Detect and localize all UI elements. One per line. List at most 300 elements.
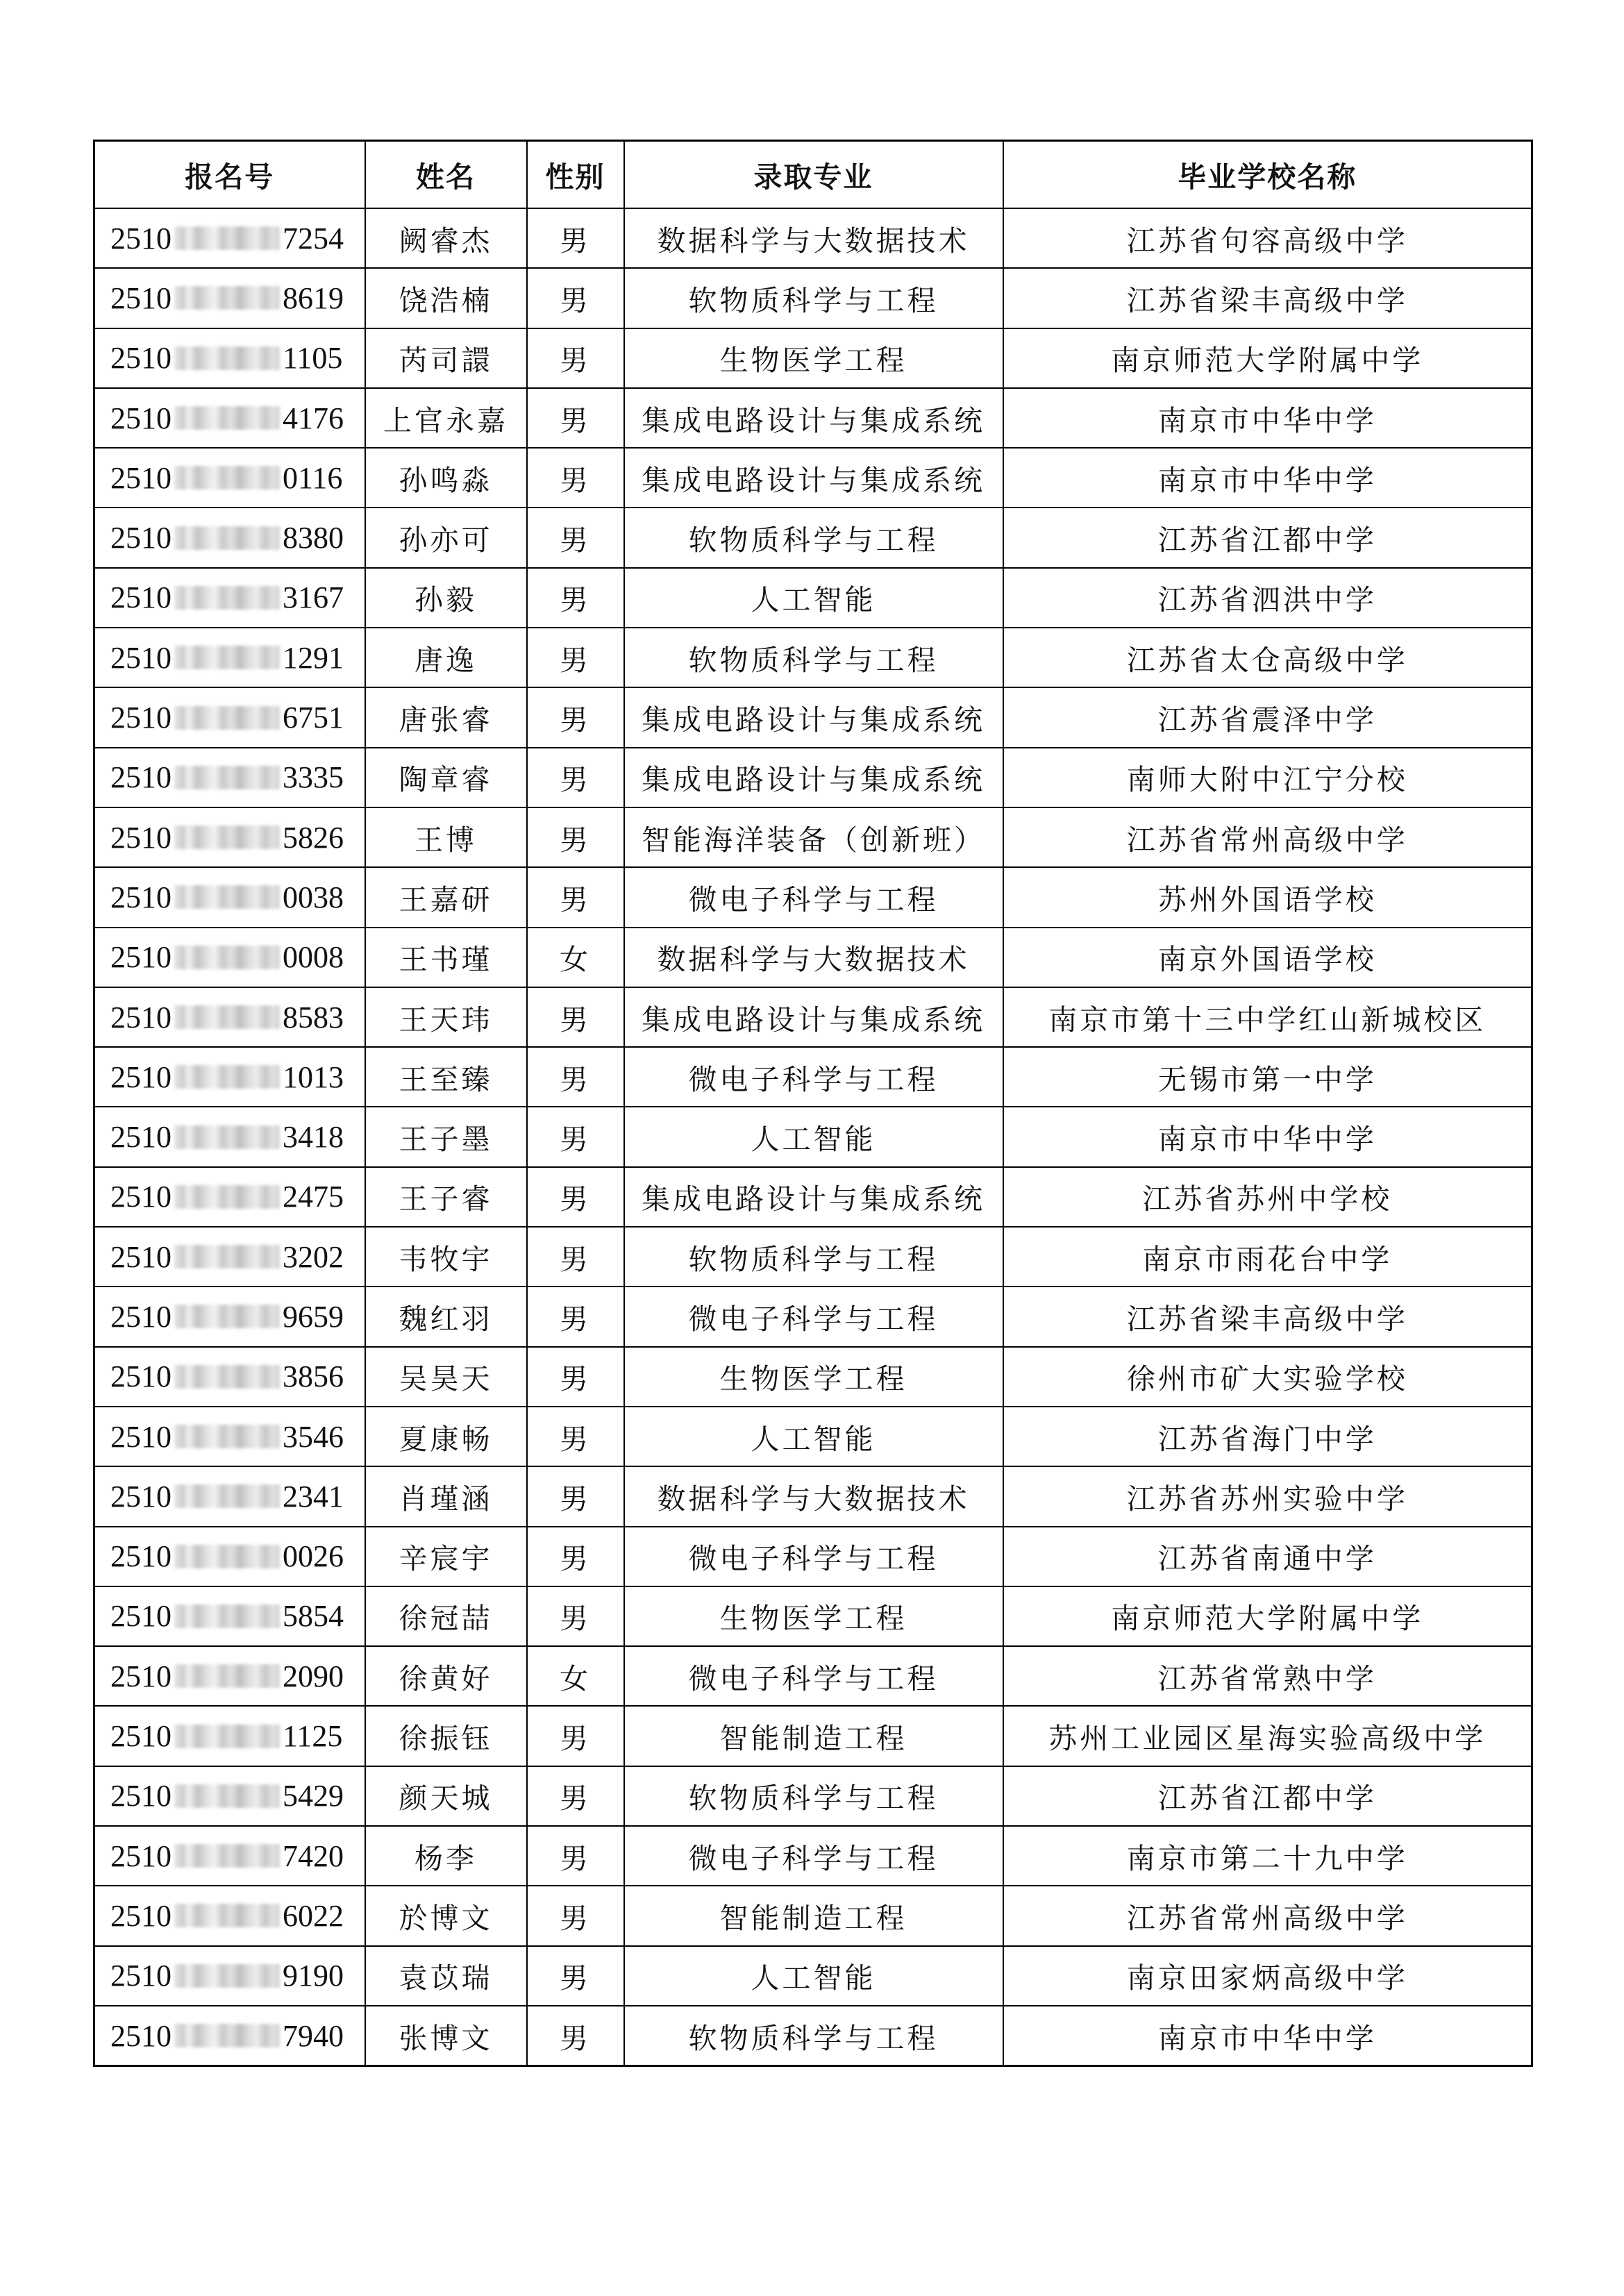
major-cell: 数据科学与大数据技术 bbox=[624, 1466, 1003, 1526]
major-cell: 软物质科学与工程 bbox=[624, 268, 1003, 328]
student-name-cell: 孙鸣淼 bbox=[365, 448, 527, 508]
gender-cell: 男 bbox=[527, 448, 624, 508]
student-name-cell: 唐逸 bbox=[365, 628, 527, 687]
registration-number bbox=[110, 700, 344, 735]
student-name-cell: 陶章睿 bbox=[365, 748, 527, 807]
table-row bbox=[94, 1167, 1532, 1227]
student-name-cell: 徐冠喆 bbox=[365, 1586, 527, 1646]
table-row bbox=[94, 268, 1532, 328]
student-name-cell: 王嘉研 bbox=[365, 867, 527, 927]
major-cell: 微电子科学与工程 bbox=[624, 867, 1003, 927]
table-row bbox=[94, 687, 1532, 747]
registration-number-suffix: 3856 bbox=[283, 1359, 344, 1394]
school-cell: 江苏省苏州实验中学 bbox=[1003, 1466, 1532, 1526]
registration-number bbox=[110, 1598, 344, 1634]
gender-cell: 男 bbox=[527, 1107, 624, 1166]
header-row bbox=[94, 141, 1532, 209]
registration-number-suffix: 1125 bbox=[283, 1719, 343, 1754]
registration-number bbox=[110, 460, 342, 496]
registration-number-cell bbox=[94, 2006, 365, 2066]
gender-cell: 男 bbox=[527, 628, 624, 687]
major-cell: 集成电路设计与集成系统 bbox=[624, 388, 1003, 448]
registration-number-prefix: 2510 bbox=[110, 1059, 171, 1094]
registration-number-cell bbox=[94, 1766, 365, 1826]
school-cell: 江苏省南通中学 bbox=[1003, 1527, 1532, 1586]
table-row bbox=[94, 1706, 1532, 1766]
gender-cell: 男 bbox=[527, 987, 624, 1047]
registration-number-prefix: 2510 bbox=[110, 1180, 171, 1214]
registration-number-suffix: 0116 bbox=[283, 460, 343, 495]
gender-cell: 男 bbox=[527, 328, 624, 388]
school-cell: 南师大附中江宁分校 bbox=[1003, 748, 1532, 807]
student-name-cell: 王子睿 bbox=[365, 1167, 527, 1227]
gender-cell: 男 bbox=[527, 1047, 624, 1107]
student-name-cell: 杨李 bbox=[365, 1826, 527, 1886]
student-name-cell: 魏红羽 bbox=[365, 1287, 527, 1346]
gender-cell: 男 bbox=[527, 1466, 624, 1526]
major-cell: 生物医学工程 bbox=[624, 1586, 1003, 1646]
registration-number bbox=[110, 1000, 344, 1035]
gender-cell: 男 bbox=[527, 687, 624, 747]
major-cell: 软物质科学与工程 bbox=[624, 1227, 1003, 1287]
student-name-cell: 於博文 bbox=[365, 1886, 527, 1945]
major-cell: 集成电路设计与集成系统 bbox=[624, 987, 1003, 1047]
redacted-digits bbox=[174, 406, 280, 430]
registration-number-prefix: 2510 bbox=[110, 401, 171, 435]
registration-number-cell bbox=[94, 1107, 365, 1166]
redacted-digits bbox=[174, 1365, 280, 1389]
registration-number-suffix: 7420 bbox=[283, 1838, 344, 1873]
registration-number bbox=[110, 2018, 344, 2054]
gender-cell: 男 bbox=[527, 1287, 624, 1346]
registration-number-suffix: 9659 bbox=[283, 1299, 344, 1334]
registration-number-cell bbox=[94, 208, 365, 268]
gender-cell: 男 bbox=[527, 807, 624, 867]
major-cell: 集成电路设计与集成系统 bbox=[624, 1167, 1003, 1227]
registration-number-suffix: 3418 bbox=[283, 1120, 344, 1155]
table-body bbox=[94, 208, 1532, 2066]
registration-number-prefix: 2510 bbox=[110, 640, 171, 675]
redacted-digits bbox=[174, 526, 280, 550]
redacted-digits bbox=[174, 586, 280, 610]
registration-number bbox=[110, 1898, 344, 1934]
registration-number-cell bbox=[94, 1407, 365, 1466]
redacted-digits bbox=[174, 766, 280, 789]
table-row bbox=[94, 1466, 1532, 1526]
registration-number bbox=[110, 1179, 344, 1214]
student-name-cell: 芮司譞 bbox=[365, 328, 527, 388]
registration-number bbox=[110, 1958, 344, 1993]
registration-number bbox=[110, 939, 344, 975]
major-cell: 软物质科学与工程 bbox=[624, 2006, 1003, 2066]
gender-cell: 男 bbox=[527, 388, 624, 448]
redacted-digits bbox=[174, 1964, 280, 1988]
school-cell: 江苏省常熟中学 bbox=[1003, 1646, 1532, 1706]
school-cell: 苏州工业园区星海实验高级中学 bbox=[1003, 1706, 1532, 1766]
gender-cell: 男 bbox=[527, 1766, 624, 1826]
registration-number-cell bbox=[94, 807, 365, 867]
header-gender: 性别 bbox=[527, 141, 624, 209]
gender-cell: 男 bbox=[527, 1407, 624, 1466]
registration-number-cell bbox=[94, 1047, 365, 1107]
student-name-cell: 王天玮 bbox=[365, 987, 527, 1047]
registration-number-prefix: 2510 bbox=[110, 1120, 171, 1155]
registration-number-prefix: 2510 bbox=[110, 1000, 171, 1034]
registration-number-prefix: 2510 bbox=[110, 280, 171, 315]
redacted-digits bbox=[174, 826, 280, 849]
header-school: 毕业学校名称 bbox=[1003, 141, 1532, 209]
table-row bbox=[94, 628, 1532, 687]
school-cell: 南京师范大学附属中学 bbox=[1003, 328, 1532, 388]
major-cell: 人工智能 bbox=[624, 1107, 1003, 1166]
registration-number-suffix: 3546 bbox=[283, 1419, 344, 1454]
major-cell: 软物质科学与工程 bbox=[624, 508, 1003, 567]
student-name-cell: 张博文 bbox=[365, 2006, 527, 2066]
registration-number-cell bbox=[94, 1466, 365, 1526]
registration-number-suffix: 3167 bbox=[283, 580, 344, 615]
redacted-digits bbox=[174, 946, 280, 969]
table-row bbox=[94, 807, 1532, 867]
student-name-cell: 夏康畅 bbox=[365, 1407, 527, 1466]
registration-number-cell bbox=[94, 448, 365, 508]
registration-number bbox=[110, 1419, 344, 1455]
table-row bbox=[94, 1586, 1532, 1646]
registration-number-cell bbox=[94, 928, 365, 987]
school-cell: 无锡市第一中学 bbox=[1003, 1047, 1532, 1107]
table-row bbox=[94, 1347, 1532, 1407]
table-row bbox=[94, 1287, 1532, 1346]
registration-number-prefix: 2510 bbox=[110, 1359, 171, 1394]
redacted-digits bbox=[174, 1725, 280, 1748]
major-cell: 集成电路设计与集成系统 bbox=[624, 448, 1003, 508]
registration-number-prefix: 2510 bbox=[110, 701, 171, 735]
admission-table bbox=[93, 140, 1533, 2067]
registration-number bbox=[110, 1838, 344, 1874]
gender-cell: 男 bbox=[527, 1586, 624, 1646]
major-cell: 微电子科学与工程 bbox=[624, 1826, 1003, 1886]
school-cell: 南京市中华中学 bbox=[1003, 388, 1532, 448]
gender-cell: 男 bbox=[527, 208, 624, 268]
table-row bbox=[94, 388, 1532, 448]
student-name-cell: 王博 bbox=[365, 807, 527, 867]
redacted-digits bbox=[174, 1005, 280, 1029]
registration-number-prefix: 2510 bbox=[110, 1779, 171, 1813]
registration-number-prefix: 2510 bbox=[110, 1659, 171, 1693]
major-cell: 智能海洋装备（创新班） bbox=[624, 807, 1003, 867]
gender-cell: 男 bbox=[527, 1826, 624, 1886]
registration-number-prefix: 2510 bbox=[110, 460, 171, 495]
registration-number-prefix: 2510 bbox=[110, 1419, 171, 1454]
registration-number bbox=[110, 340, 342, 376]
registration-number-cell bbox=[94, 1527, 365, 1586]
school-cell: 江苏省泗洪中学 bbox=[1003, 568, 1532, 628]
registration-number bbox=[110, 1119, 344, 1155]
major-cell: 微电子科学与工程 bbox=[624, 1287, 1003, 1346]
table-row bbox=[94, 328, 1532, 388]
registration-number bbox=[110, 820, 344, 855]
redacted-digits bbox=[174, 885, 280, 909]
registration-number-prefix: 2510 bbox=[110, 2018, 171, 2053]
registration-number-cell bbox=[94, 508, 365, 567]
school-cell: 苏州外国语学校 bbox=[1003, 867, 1532, 927]
school-cell: 南京田家炳高级中学 bbox=[1003, 1946, 1532, 2006]
table-row bbox=[94, 1886, 1532, 1945]
school-cell: 江苏省常州高级中学 bbox=[1003, 807, 1532, 867]
registration-number-prefix: 2510 bbox=[110, 1719, 171, 1754]
registration-number-suffix: 7940 bbox=[283, 2018, 344, 2053]
redacted-digits bbox=[174, 1784, 280, 1808]
school-cell: 江苏省常州高级中学 bbox=[1003, 1886, 1532, 1945]
student-name-cell: 阙睿杰 bbox=[365, 208, 527, 268]
redacted-digits bbox=[174, 286, 280, 310]
gender-cell: 男 bbox=[527, 1527, 624, 1586]
registration-number-suffix: 6022 bbox=[283, 1898, 344, 1933]
redacted-digits bbox=[174, 1904, 280, 1927]
redacted-digits bbox=[174, 346, 280, 370]
registration-number-suffix: 0008 bbox=[283, 940, 344, 975]
redacted-digits bbox=[174, 706, 280, 730]
major-cell: 智能制造工程 bbox=[624, 1706, 1003, 1766]
school-cell: 南京市第十三中学红山新城校区 bbox=[1003, 987, 1532, 1047]
registration-number-cell bbox=[94, 987, 365, 1047]
table-row bbox=[94, 1527, 1532, 1586]
registration-number-cell bbox=[94, 1886, 365, 1945]
registration-number-prefix: 2510 bbox=[110, 820, 171, 855]
registration-number-suffix: 4176 bbox=[283, 401, 344, 435]
student-name-cell: 孙亦可 bbox=[365, 508, 527, 567]
school-cell: 江苏省梁丰高级中学 bbox=[1003, 1287, 1532, 1346]
student-name-cell: 上官永嘉 bbox=[365, 388, 527, 448]
registration-number-cell bbox=[94, 1287, 365, 1346]
header-registration-number: 报名号 bbox=[94, 141, 365, 209]
major-cell: 生物医学工程 bbox=[624, 1347, 1003, 1407]
student-name-cell: 颜天城 bbox=[365, 1766, 527, 1826]
school-cell: 徐州市矿大实验学校 bbox=[1003, 1347, 1532, 1407]
school-cell: 南京市第二十九中学 bbox=[1003, 1826, 1532, 1886]
registration-number-cell bbox=[94, 1706, 365, 1766]
gender-cell: 男 bbox=[527, 508, 624, 567]
registration-number-suffix: 8380 bbox=[283, 521, 344, 555]
gender-cell: 男 bbox=[527, 2006, 624, 2066]
registration-number-suffix: 5429 bbox=[283, 1779, 344, 1813]
major-cell: 微电子科学与工程 bbox=[624, 1047, 1003, 1107]
registration-number bbox=[110, 1718, 342, 1754]
redacted-digits bbox=[174, 646, 280, 669]
student-name-cell: 徐黄好 bbox=[365, 1646, 527, 1706]
gender-cell: 男 bbox=[527, 748, 624, 807]
table-row bbox=[94, 987, 1532, 1047]
school-cell: 南京市中华中学 bbox=[1003, 2006, 1532, 2066]
registration-number-cell bbox=[94, 388, 365, 448]
student-name-cell: 饶浩楠 bbox=[365, 268, 527, 328]
school-cell: 江苏省太仓高级中学 bbox=[1003, 628, 1532, 687]
redacted-digits bbox=[174, 466, 280, 489]
redacted-digits bbox=[174, 1664, 280, 1688]
student-name-cell: 王子墨 bbox=[365, 1107, 527, 1166]
registration-number bbox=[110, 520, 344, 555]
table-row bbox=[94, 1646, 1532, 1706]
registration-number bbox=[110, 1239, 344, 1275]
redacted-digits bbox=[174, 1185, 280, 1209]
major-cell: 集成电路设计与集成系统 bbox=[624, 687, 1003, 747]
gender-cell: 男 bbox=[527, 1946, 624, 2006]
registration-number-cell bbox=[94, 687, 365, 747]
major-cell: 数据科学与大数据技术 bbox=[624, 208, 1003, 268]
redacted-digits bbox=[174, 2024, 280, 2047]
registration-number-suffix: 0038 bbox=[283, 880, 344, 914]
registration-number-suffix: 2475 bbox=[283, 1180, 344, 1214]
redacted-digits bbox=[174, 1305, 280, 1328]
table-row bbox=[94, 1407, 1532, 1466]
registration-number-cell bbox=[94, 268, 365, 328]
student-name-cell: 徐振钰 bbox=[365, 1706, 527, 1766]
student-name-cell: 王书瑾 bbox=[365, 928, 527, 987]
redacted-digits bbox=[174, 1484, 280, 1508]
major-cell: 微电子科学与工程 bbox=[624, 1646, 1003, 1706]
registration-number bbox=[110, 401, 344, 436]
major-cell: 生物医学工程 bbox=[624, 328, 1003, 388]
registration-number-cell bbox=[94, 1646, 365, 1706]
registration-number-cell bbox=[94, 1586, 365, 1646]
registration-number-cell bbox=[94, 328, 365, 388]
registration-number bbox=[110, 221, 344, 256]
registration-number-cell bbox=[94, 568, 365, 628]
registration-number-prefix: 2510 bbox=[110, 1539, 171, 1574]
school-cell: 江苏省海门中学 bbox=[1003, 1407, 1532, 1466]
registration-number bbox=[110, 880, 344, 915]
registration-number-prefix: 2510 bbox=[110, 1898, 171, 1933]
redacted-digits bbox=[174, 1245, 280, 1268]
registration-number-cell bbox=[94, 1167, 365, 1227]
major-cell: 人工智能 bbox=[624, 568, 1003, 628]
school-cell: 南京师范大学附属中学 bbox=[1003, 1586, 1532, 1646]
major-cell: 数据科学与大数据技术 bbox=[624, 928, 1003, 987]
school-cell: 江苏省句容高级中学 bbox=[1003, 208, 1532, 268]
registration-number bbox=[110, 280, 344, 316]
table-row bbox=[94, 867, 1532, 927]
registration-number-suffix: 1291 bbox=[283, 640, 344, 675]
registration-number-prefix: 2510 bbox=[110, 341, 171, 376]
registration-number-suffix: 7254 bbox=[283, 221, 344, 255]
registration-number-suffix: 3202 bbox=[283, 1239, 344, 1274]
student-name-cell: 辛宸宇 bbox=[365, 1527, 527, 1586]
registration-number-prefix: 2510 bbox=[110, 1479, 171, 1514]
registration-number-cell bbox=[94, 867, 365, 927]
registration-number bbox=[110, 580, 344, 615]
gender-cell: 男 bbox=[527, 1227, 624, 1287]
school-cell: 南京外国语学校 bbox=[1003, 928, 1532, 987]
registration-number-prefix: 2510 bbox=[110, 1239, 171, 1274]
registration-number-suffix: 9190 bbox=[283, 1959, 344, 1993]
table-row bbox=[94, 1047, 1532, 1107]
registration-number-cell bbox=[94, 628, 365, 687]
school-cell: 南京市雨花台中学 bbox=[1003, 1227, 1532, 1287]
registration-number bbox=[110, 1778, 344, 1813]
registration-number-suffix: 6751 bbox=[283, 701, 344, 735]
table-row bbox=[94, 508, 1532, 567]
registration-number-suffix: 3335 bbox=[283, 760, 344, 795]
gender-cell: 男 bbox=[527, 867, 624, 927]
table-row bbox=[94, 1826, 1532, 1886]
registration-number-cell bbox=[94, 1826, 365, 1886]
school-cell: 南京市中华中学 bbox=[1003, 1107, 1532, 1166]
student-name-cell: 孙毅 bbox=[365, 568, 527, 628]
major-cell: 软物质科学与工程 bbox=[624, 1766, 1003, 1826]
gender-cell: 女 bbox=[527, 928, 624, 987]
gender-cell: 男 bbox=[527, 1347, 624, 1407]
registration-number-suffix: 2090 bbox=[283, 1659, 344, 1693]
registration-number-prefix: 2510 bbox=[110, 1599, 171, 1634]
registration-number bbox=[110, 1539, 344, 1574]
registration-number-prefix: 2510 bbox=[110, 221, 171, 255]
major-cell: 智能制造工程 bbox=[624, 1886, 1003, 1945]
registration-number-prefix: 2510 bbox=[110, 1959, 171, 1993]
header-major: 录取专业 bbox=[624, 141, 1003, 209]
registration-number-suffix: 1013 bbox=[283, 1059, 344, 1094]
header-name: 姓名 bbox=[365, 141, 527, 209]
school-cell: 江苏省震泽中学 bbox=[1003, 687, 1532, 747]
major-cell: 微电子科学与工程 bbox=[624, 1527, 1003, 1586]
school-cell: 江苏省江都中学 bbox=[1003, 508, 1532, 567]
redacted-digits bbox=[174, 1425, 280, 1448]
registration-number bbox=[110, 1299, 344, 1334]
registration-number-prefix: 2510 bbox=[110, 1299, 171, 1334]
registration-number-prefix: 2510 bbox=[110, 940, 171, 975]
registration-number-suffix: 8619 bbox=[283, 280, 344, 315]
redacted-digits bbox=[174, 1125, 280, 1149]
redacted-digits bbox=[174, 1844, 280, 1868]
table-row bbox=[94, 928, 1532, 987]
registration-number-prefix: 2510 bbox=[110, 521, 171, 555]
registration-number-suffix: 0026 bbox=[283, 1539, 344, 1574]
redacted-digits bbox=[174, 1545, 280, 1568]
major-cell: 软物质科学与工程 bbox=[624, 628, 1003, 687]
gender-cell: 男 bbox=[527, 268, 624, 328]
registration-number-suffix: 5854 bbox=[283, 1599, 344, 1634]
school-cell: 江苏省苏州中学校 bbox=[1003, 1167, 1532, 1227]
table-row bbox=[94, 1946, 1532, 2006]
redacted-digits bbox=[174, 1604, 280, 1628]
registration-number-cell bbox=[94, 1227, 365, 1287]
school-cell: 江苏省梁丰高级中学 bbox=[1003, 268, 1532, 328]
registration-number bbox=[110, 1059, 344, 1095]
table-row bbox=[94, 2006, 1532, 2066]
student-name-cell: 唐张睿 bbox=[365, 687, 527, 747]
registration-number-cell bbox=[94, 748, 365, 807]
registration-number-cell bbox=[94, 1347, 365, 1407]
registration-number-prefix: 2510 bbox=[110, 1838, 171, 1873]
table-row bbox=[94, 748, 1532, 807]
registration-number-prefix: 2510 bbox=[110, 580, 171, 615]
major-cell: 人工智能 bbox=[624, 1407, 1003, 1466]
registration-number bbox=[110, 1659, 344, 1694]
redacted-digits bbox=[174, 1065, 280, 1089]
registration-number bbox=[110, 1359, 344, 1394]
registration-number bbox=[110, 760, 344, 795]
major-cell: 人工智能 bbox=[624, 1946, 1003, 2006]
table-row bbox=[94, 208, 1532, 268]
school-cell: 南京市中华中学 bbox=[1003, 448, 1532, 508]
table-row bbox=[94, 568, 1532, 628]
registration-number-prefix: 2510 bbox=[110, 760, 171, 795]
table-row bbox=[94, 448, 1532, 508]
registration-number-cell bbox=[94, 1946, 365, 2006]
school-cell: 江苏省江都中学 bbox=[1003, 1766, 1532, 1826]
gender-cell: 男 bbox=[527, 1167, 624, 1227]
gender-cell: 男 bbox=[527, 1706, 624, 1766]
registration-number-suffix: 1105 bbox=[283, 341, 343, 376]
student-name-cell: 肖瑾涵 bbox=[365, 1466, 527, 1526]
